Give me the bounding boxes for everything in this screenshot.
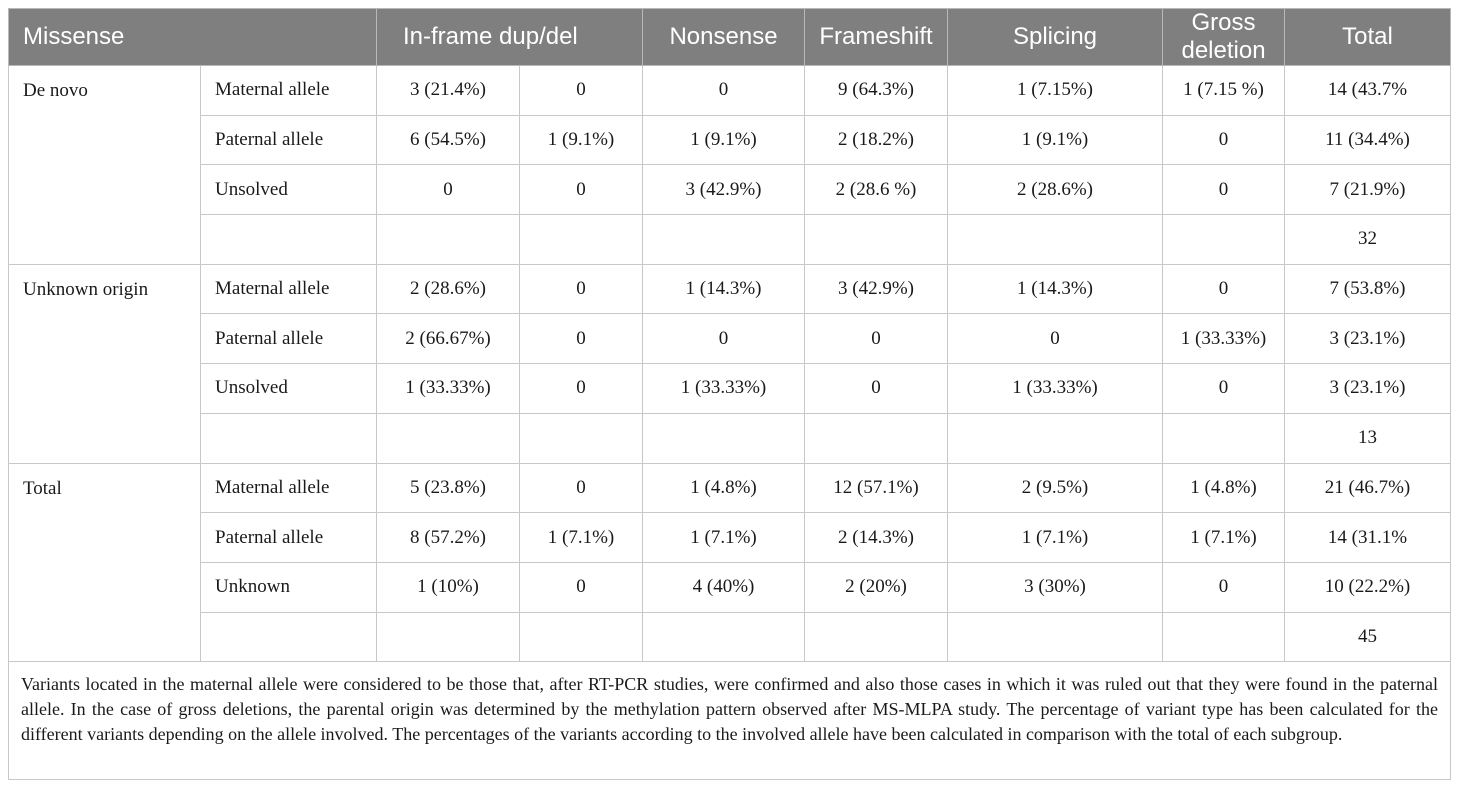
table-cell: 7 (21.9%): [1285, 165, 1451, 215]
table-cell: 3 (23.1%): [1285, 364, 1451, 414]
table-cell: 0: [643, 314, 805, 364]
table-cell: 2 (20%): [805, 562, 948, 612]
table-cell: 1 (7.15 %): [1163, 66, 1285, 116]
table-cell: 0: [377, 165, 520, 215]
table-cell: 0: [520, 314, 643, 364]
allele-label: Maternal allele: [201, 463, 377, 513]
table-cell: 0: [520, 66, 643, 116]
table-cell: 14 (43.7%: [1285, 66, 1451, 116]
table-cell: 0: [948, 314, 1163, 364]
table-row: [9, 463, 1451, 513]
empty-cell: [1163, 215, 1285, 265]
table-cell: 1 (4.8%): [643, 463, 805, 513]
table-cell: 1 (9.1%): [948, 115, 1163, 165]
header-missense: Missense: [9, 9, 377, 66]
table-row: [9, 264, 1451, 314]
subtotal-row: [9, 215, 1451, 265]
table-cell: 5 (23.8%): [377, 463, 520, 513]
table-row: [9, 66, 1451, 116]
table-cell: 0: [520, 264, 643, 314]
subtotal-cell: 13: [1285, 413, 1451, 463]
table-cell: 1 (7.1%): [948, 513, 1163, 563]
table-cell: 3 (42.9%): [805, 264, 948, 314]
table-cell: 0: [643, 66, 805, 116]
subtotal-cell: 32: [1285, 215, 1451, 265]
header-splicing: Splicing: [948, 9, 1163, 66]
empty-cell: [948, 413, 1163, 463]
table-cell: 2 (28.6%): [377, 264, 520, 314]
table-row: [9, 562, 1451, 612]
subtotal-row: [9, 612, 1451, 662]
table-cell: 1 (33.33%): [1163, 314, 1285, 364]
table-cell: 10 (22.2%): [1285, 562, 1451, 612]
footnote-row: [9, 662, 1451, 780]
table-cell: 2 (28.6 %): [805, 165, 948, 215]
table-cell: 1 (33.33%): [643, 364, 805, 414]
allele-label: Unsolved: [201, 364, 377, 414]
table-cell: 3 (23.1%): [1285, 314, 1451, 364]
table-cell: 0: [805, 314, 948, 364]
empty-cell: [948, 215, 1163, 265]
table-cell: 2 (18.2%): [805, 115, 948, 165]
allele-label: Paternal allele: [201, 314, 377, 364]
table-cell: 1 (4.8%): [1163, 463, 1285, 513]
table-cell: 3 (30%): [948, 562, 1163, 612]
allele-label: Maternal allele: [201, 66, 377, 116]
table-cell: 0: [1163, 165, 1285, 215]
table-row: [9, 364, 1451, 414]
table-cell: 2 (28.6%): [948, 165, 1163, 215]
table-cell: 0: [1163, 364, 1285, 414]
table-cell: 0: [1163, 115, 1285, 165]
table-cell: 2 (66.67%): [377, 314, 520, 364]
table-cell: 1 (33.33%): [948, 364, 1163, 414]
table-row: [9, 314, 1451, 364]
table-cell: 8 (57.2%): [377, 513, 520, 563]
table-cell: 4 (40%): [643, 562, 805, 612]
table-cell: 0: [1163, 562, 1285, 612]
empty-cell: [520, 215, 643, 265]
table-cell: 7 (53.8%): [1285, 264, 1451, 314]
table-cell: 1 (9.1%): [520, 115, 643, 165]
table-cell: 0: [520, 165, 643, 215]
table-cell: 21 (46.7%): [1285, 463, 1451, 513]
table-row: [9, 513, 1451, 563]
table-cell: 1 (14.3%): [643, 264, 805, 314]
allele-label: Unknown: [201, 562, 377, 612]
empty-cell: [520, 413, 643, 463]
table-cell: 1 (7.1%): [1163, 513, 1285, 563]
allele-label: Paternal allele: [201, 115, 377, 165]
table-cell: 6 (54.5%): [377, 115, 520, 165]
header-total: Total: [1285, 9, 1451, 66]
table-cell: 1 (9.1%): [643, 115, 805, 165]
table-cell: 11 (34.4%): [1285, 115, 1451, 165]
table-cell: 1 (14.3%): [948, 264, 1163, 314]
table-cell: 3 (21.4%): [377, 66, 520, 116]
table-cell: 0: [520, 463, 643, 513]
table-cell: 9 (64.3%): [805, 66, 948, 116]
empty-cell: [643, 215, 805, 265]
table-cell: 1 (7.1%): [520, 513, 643, 563]
subtotal-row: [9, 413, 1451, 463]
table-cell: 3 (42.9%): [643, 165, 805, 215]
allele-label: Unsolved: [201, 165, 377, 215]
table-row: [9, 115, 1451, 165]
table-cell: 2 (9.5%): [948, 463, 1163, 513]
empty-cell: [805, 215, 948, 265]
empty-cell: [805, 413, 948, 463]
empty-cell: [805, 612, 948, 662]
empty-cell: [1163, 612, 1285, 662]
empty-cell: [948, 612, 1163, 662]
allele-label: Maternal allele: [201, 264, 377, 314]
table-cell: 0: [520, 364, 643, 414]
table-body: [9, 66, 1451, 662]
empty-cell: [377, 612, 520, 662]
table-cell: 12 (57.1%): [805, 463, 948, 513]
empty-cell: [201, 612, 377, 662]
table-cell: 0: [520, 562, 643, 612]
empty-cell: [1163, 413, 1285, 463]
table-cell: 1 (33.33%): [377, 364, 520, 414]
empty-cell: [377, 413, 520, 463]
group-label: De novo: [9, 66, 201, 265]
table-cell: 0: [1163, 264, 1285, 314]
header-row: [9, 9, 1451, 66]
empty-cell: [377, 215, 520, 265]
empty-cell: [520, 612, 643, 662]
table-cell: 2 (14.3%): [805, 513, 948, 563]
variants-table: [8, 8, 1451, 780]
header-nonsense: Nonsense: [643, 9, 805, 66]
table-cell: 1 (7.15%): [948, 66, 1163, 116]
header-frameshift: Frameshift: [805, 9, 948, 66]
allele-label: Paternal allele: [201, 513, 377, 563]
header-inframe: In-frame dup/del: [377, 9, 643, 66]
table-cell: 1 (7.1%): [643, 513, 805, 563]
empty-cell: [201, 215, 377, 265]
group-label: Total: [9, 463, 201, 662]
empty-cell: [643, 612, 805, 662]
table-cell: 0: [805, 364, 948, 414]
empty-cell: [201, 413, 377, 463]
table-footnote: Variants located in the maternal allele were considered to be those that, after RT-PCR studies, were confirmed and also those cases in which it was ruled out that they were found in the paternal allele. In the case of gross deletions, the parental origin was determined by the methylation pattern observed after MS-MLPA study. The percentage of variant type has been calculated for the different variants depending on the allele involved. The percentages of the variants according to the involved allele have been calculated in comparison with the total of each subgroup.: [9, 662, 1451, 780]
table-row: [9, 165, 1451, 215]
table-cell: 14 (31.1%: [1285, 513, 1451, 563]
group-label: Unknown origin: [9, 264, 201, 463]
header-gross-deletion: Gross deletion: [1163, 9, 1285, 66]
empty-cell: [643, 413, 805, 463]
table-cell: 1 (10%): [377, 562, 520, 612]
subtotal-cell: 45: [1285, 612, 1451, 662]
